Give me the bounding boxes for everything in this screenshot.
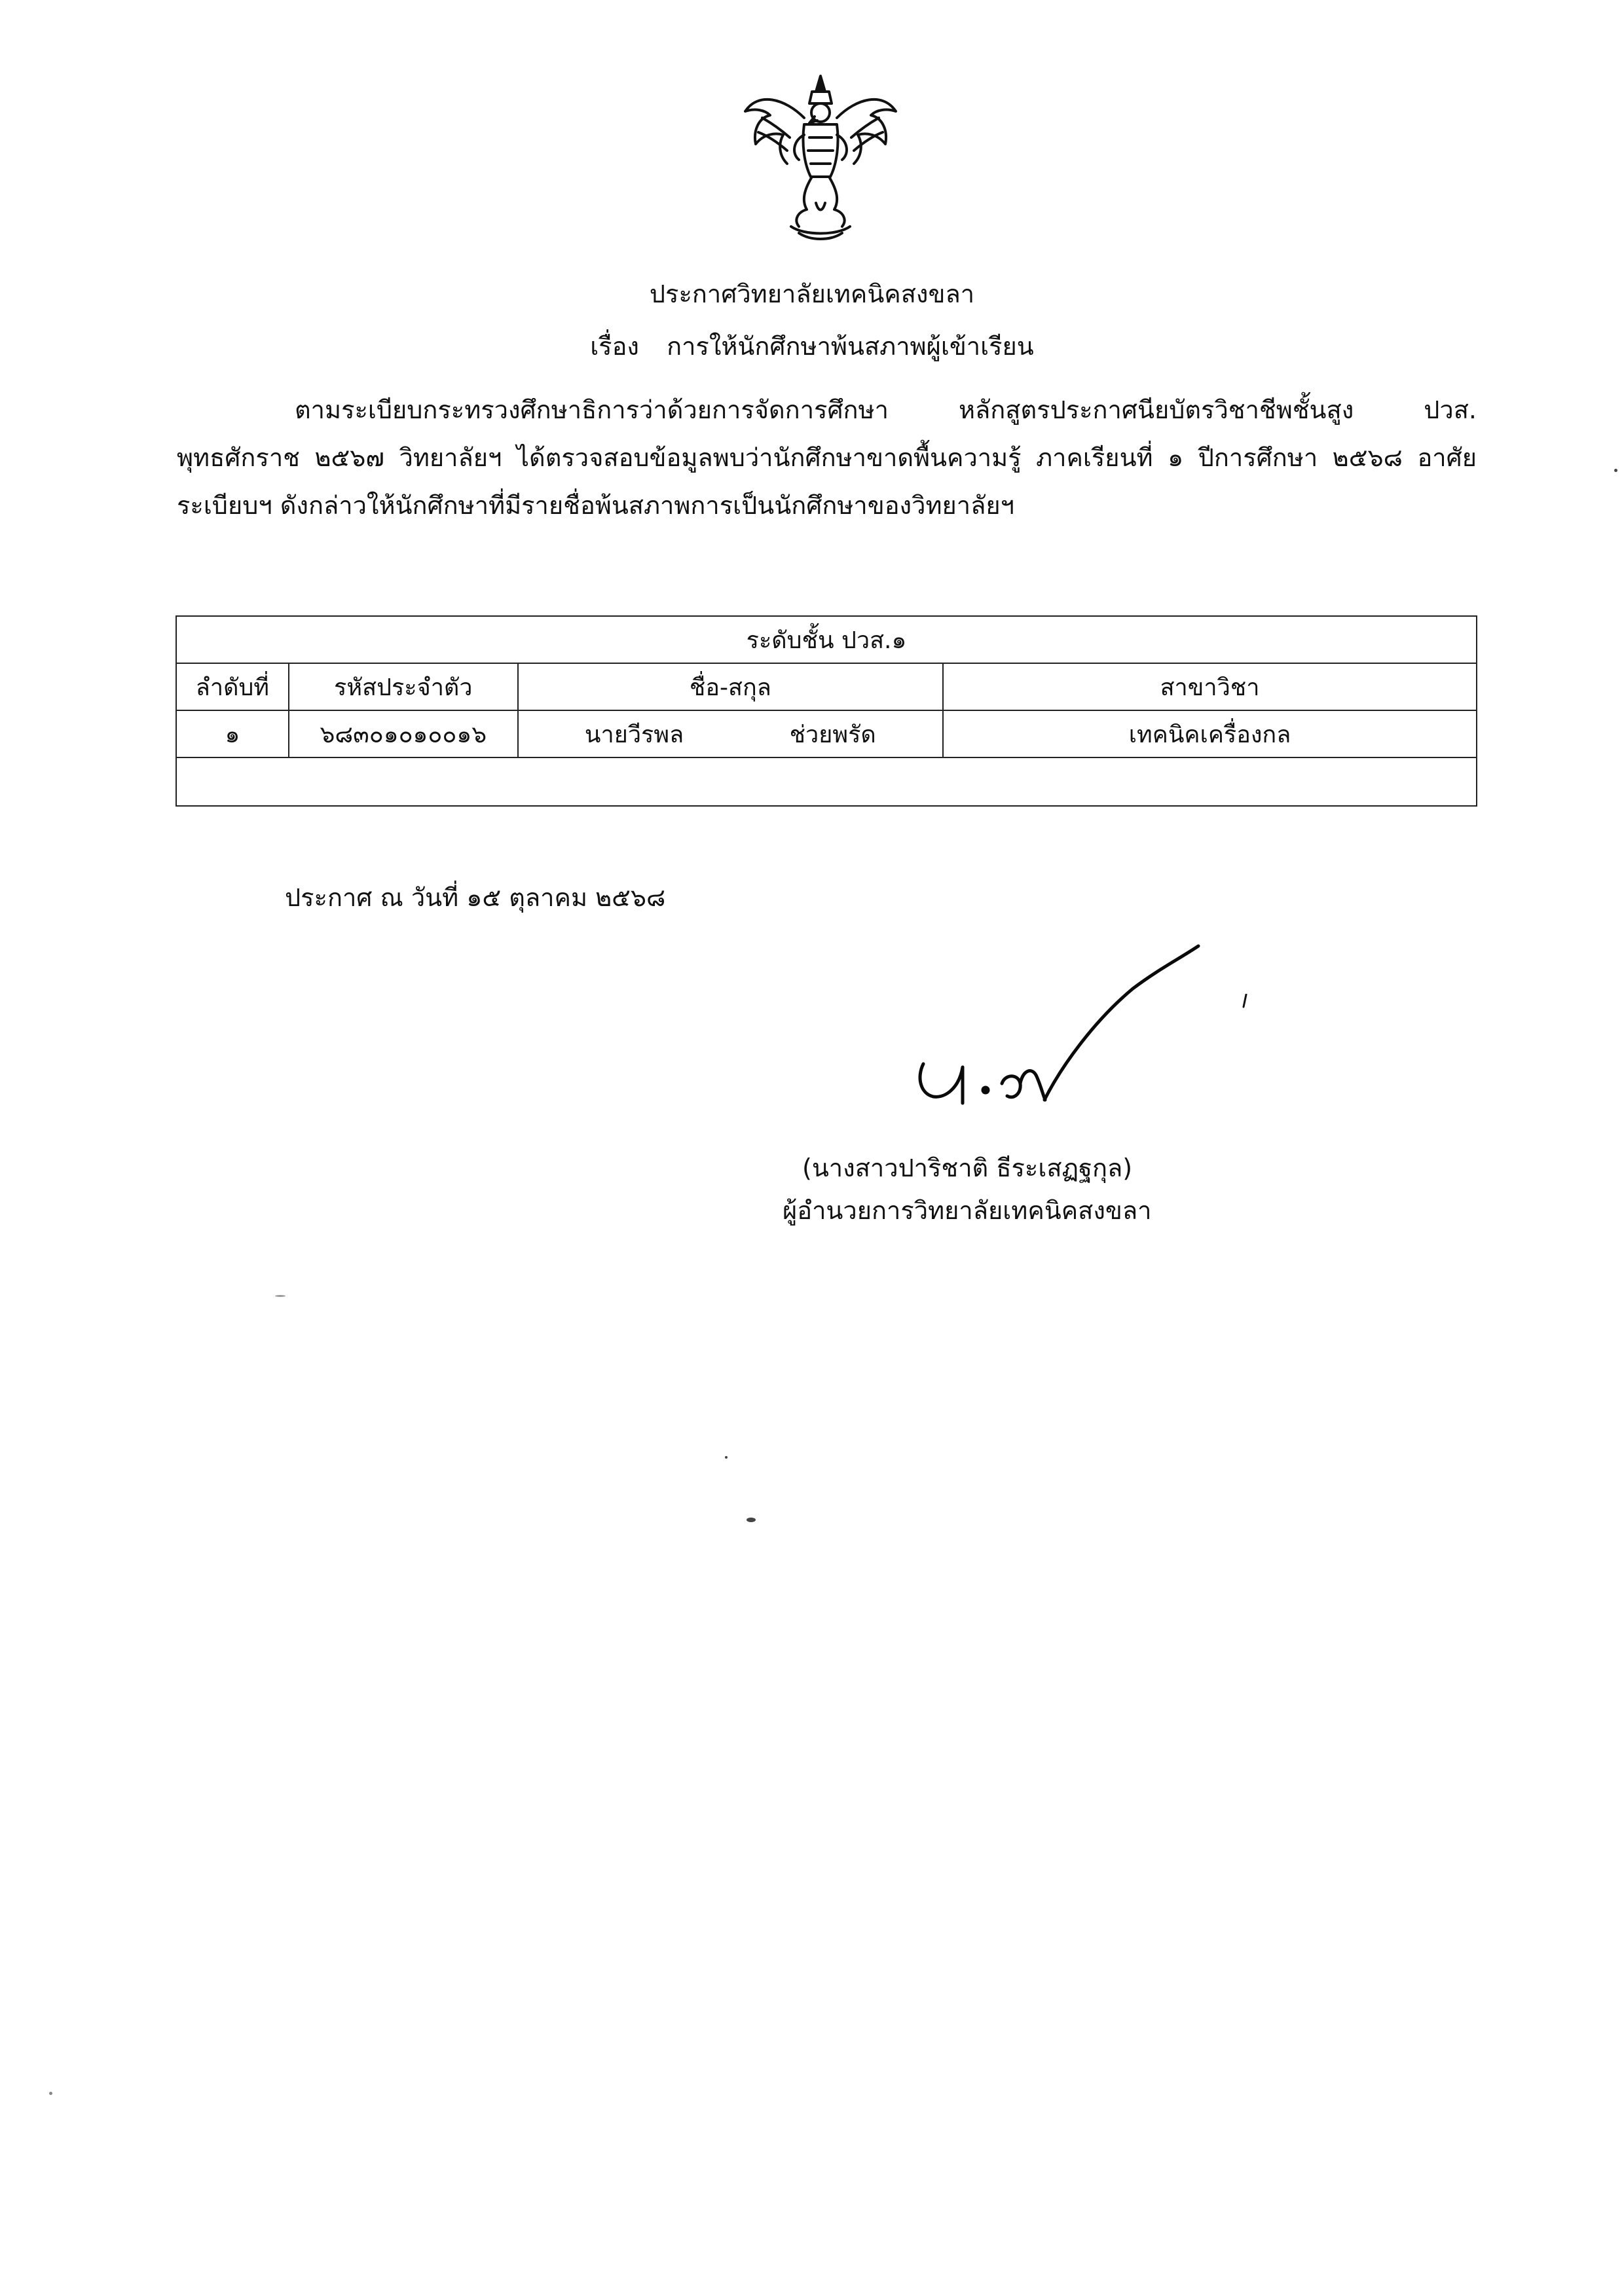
table-empty-row bbox=[176, 757, 1477, 806]
scan-speck bbox=[275, 1295, 286, 1297]
pen-mark bbox=[1242, 994, 1247, 1008]
table-level-heading: ระดับชั้น ปวส.๑ bbox=[176, 616, 1477, 663]
cell-surname: ช่วยพรัด bbox=[789, 721, 876, 748]
table-header-row bbox=[176, 663, 1477, 710]
col-header-name: ชื่อ-สกุล bbox=[518, 663, 943, 710]
cell-order: ๑ bbox=[176, 710, 289, 757]
cell-student-id: ๖๘๓๐๑๐๑๐๐๑๖ bbox=[289, 710, 518, 757]
student-table bbox=[175, 615, 1477, 807]
signer-name: (นางสาวปาริชาติ ธีระเสฏฐกุล) bbox=[802, 1154, 1133, 1182]
empty-cell bbox=[176, 757, 1477, 806]
signer-title: ผู้อำนวยการวิทยาลัยเทคนิคสงขลา bbox=[783, 1196, 1152, 1225]
garuda-emblem-icon bbox=[739, 72, 902, 244]
scan-speck bbox=[747, 1518, 756, 1522]
scan-speck bbox=[1614, 469, 1617, 472]
body-paragraph: ตามระเบียบกระทรวงศึกษาธิการว่าด้วยการจัดการศึกษา หลักสูตรประกาศนียบัตรวิชาชีพชั้นสูง ปวส. พุทธศักราช ๒๕๖๗ วิทยาลัยฯ ได้ตรวจสอบข้อมูลพบว่านักศึกษาขาดพื้นความรู้ ภาคเรียนที่ ๑ ปีการศึกษา ๒๕๖๘ อาศัยระเบียบฯ ดังกล่าวให้นักศึกษาที่มีรายชื่อพ้นสภาพการเป็นนักศึกษาของวิทยาลัยฯ bbox=[177, 395, 1477, 520]
subject-line bbox=[0, 334, 1624, 359]
scan-speck bbox=[49, 2092, 52, 2095]
cell-given-name: นายวีรพล bbox=[584, 721, 684, 748]
announce-date: ประกาศ ณ วันที่ ๑๕ ตุลาคม ๒๕๖๘ bbox=[285, 883, 666, 912]
subject-text: การให้นักศึกษาพ้นสภาพผู้เข้าเรียน bbox=[667, 332, 1034, 361]
signature-icon bbox=[897, 936, 1264, 1120]
table-row bbox=[176, 710, 1477, 757]
col-header-order: ลำดับที่ bbox=[176, 663, 289, 710]
subject-label: เรื่อง bbox=[590, 332, 639, 361]
cell-name bbox=[518, 710, 943, 757]
cell-major: เทคนิคเครื่องกล bbox=[943, 710, 1477, 757]
document-title: ประกาศวิทยาลัยเทคนิคสงขลา bbox=[649, 280, 975, 308]
scan-speck bbox=[725, 1456, 728, 1459]
col-header-student-id: รหัสประจำตัว bbox=[289, 663, 518, 710]
col-header-major: สาขาวิชา bbox=[943, 663, 1477, 710]
